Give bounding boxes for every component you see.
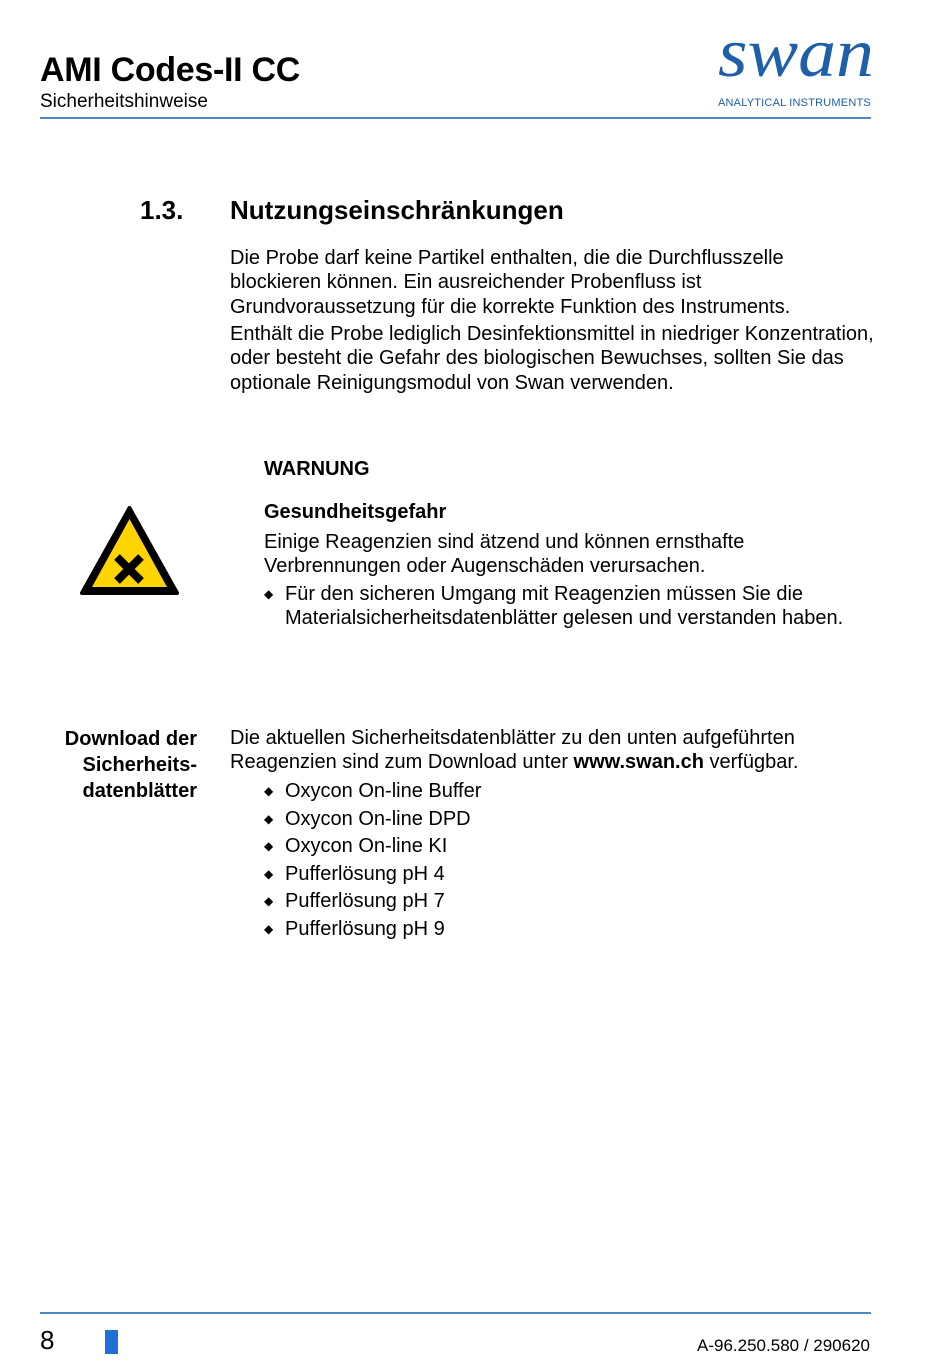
list-item — [264, 834, 764, 862]
diamond-bullet-icon: ◆ — [264, 866, 274, 881]
warning-subheading: Gesundheitsgefahr — [264, 501, 447, 523]
list-item — [264, 889, 764, 917]
reagent-name: Oxycon On-line KI — [285, 835, 448, 858]
document-subtitle: Sicherheitshinweise — [40, 91, 208, 112]
list-item — [264, 807, 764, 835]
reagent-name: Oxycon On-line DPD — [285, 807, 471, 830]
warning-text: Einige Reagenzien sind ätzend und können ernsthafte Verbrennungen oder Augenschäden verursachen. — [264, 531, 745, 578]
body-paragraph: Die Probe darf keine Partikel enthalten, die die Durchflusszelle blockieren können. Ein ausreichender Probenfluss ist Grundvoraussetzung für die korrekte Funktion des Instruments. — [230, 247, 791, 318]
section-title: Nutzungseinschränkungen — [230, 195, 564, 225]
logo-wordmark: swan — [718, 20, 874, 90]
download-paragraph — [230, 726, 875, 775]
list-item — [264, 862, 764, 890]
download-link[interactable]: www.swan.ch — [573, 751, 704, 774]
header-divider — [40, 117, 871, 119]
download-text-after: verfügbar. — [703, 751, 799, 774]
warning-bullet-text: Für den sicheren Umgang mit Reagenzien müssen Sie die Materialsicherheitsdatenblätter gelesen und verstanden haben. — [285, 583, 844, 630]
section-number: 1.3. — [140, 195, 184, 225]
document-title: AMI Codes-II CC — [40, 51, 300, 89]
reagent-name: Pufferlösung pH 7 — [285, 890, 445, 913]
page-marker — [105, 1330, 118, 1354]
margin-label — [30, 726, 197, 804]
page-number: 8 — [40, 1325, 55, 1355]
harmful-irritant-hazard-icon — [79, 505, 180, 597]
list-item — [264, 917, 764, 945]
diamond-bullet-icon: ◆ — [264, 921, 274, 936]
list-item — [264, 779, 764, 807]
margin-label-line: Sicherheits- — [82, 754, 197, 776]
logo-tagline: ANALYTICAL INSTRUMENTS — [718, 97, 871, 109]
reagent-name: Pufferlösung pH 9 — [285, 917, 445, 940]
diamond-bullet-icon: ◆ — [264, 587, 274, 601]
body-paragraph: Enthält die Probe lediglich Desinfektionsmittel in niedriger Konzentration, oder besteht die Gefahr des biologischen Bewuchses, sollten Sie das optionale Reinigungsmodul von Swan verwenden. — [230, 323, 874, 394]
margin-label-line: Download der — [64, 728, 197, 750]
swan-logo — [716, 20, 876, 90]
warning-bullet-item — [264, 582, 864, 631]
diamond-bullet-icon: ◆ — [264, 784, 274, 798]
diamond-bullet-icon: ◆ — [264, 839, 274, 854]
download-text-before: Die aktuellen Sicherheitsdatenblätter zu den unten aufgeführten Reagenzien sind zum Download unter — [230, 727, 795, 774]
diamond-bullet-icon: ◆ — [264, 894, 274, 909]
diamond-bullet-icon: ◆ — [264, 811, 274, 826]
footer-divider — [40, 1312, 871, 1314]
warning-heading: WARNUNG — [264, 458, 370, 480]
reagent-name: Pufferlösung pH 4 — [285, 862, 445, 885]
margin-label-line: datenblätter — [82, 780, 197, 802]
reagent-name: Oxycon On-line Buffer — [285, 780, 482, 802]
document-code: A-96.250.580 / 290620 — [697, 1336, 870, 1355]
reagent-list — [264, 779, 764, 945]
